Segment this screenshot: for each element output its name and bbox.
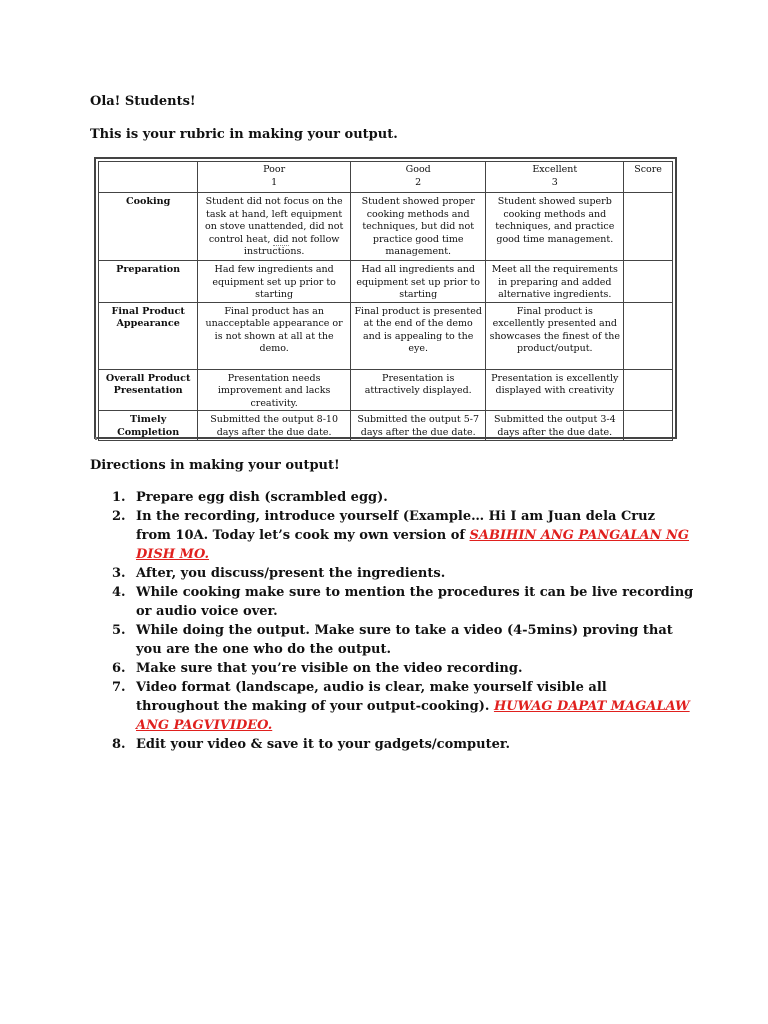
header-points: 1 (271, 176, 278, 188)
greeting-text: Ola! Students! (90, 94, 196, 109)
header-excellent (486, 162, 624, 193)
good-cell: Student showed proper cooking methods and techniques, but did not practice good time management. (350, 193, 485, 261)
header-score (624, 162, 673, 193)
warning-text: HUWAG DAPAT MAGALAW ANG PAGVIVIDEO. (136, 699, 690, 733)
header-label: Poor (263, 164, 286, 175)
poor-cell: Had few ingredients and equipment set up prior to starting (198, 261, 351, 303)
step-number: 8. (112, 737, 126, 752)
step-number: 4. (112, 585, 126, 600)
criterion-cell: Overall Product Presentation (99, 369, 198, 411)
criterion-cell: Final Product Appearance (99, 302, 198, 369)
list-item (94, 507, 694, 564)
step-number: 6. (112, 661, 126, 676)
step-number: 5. (112, 623, 126, 638)
header-good (350, 162, 485, 193)
good-cell: Presentation is attractively displayed. (350, 369, 485, 411)
header-label: Good (405, 164, 431, 175)
excellent-cell: Presentation is excellently displayed with creativity (486, 369, 624, 411)
good-cell: Final product is presented at the end of the demo and is appealing to the eye. (350, 302, 485, 369)
step-number: 7. (112, 680, 126, 695)
step-text: Make sure that you’re visible on the video recording. (136, 661, 523, 676)
header-label: Excellent (532, 164, 578, 175)
good-cell: Had all ingredients and equipment set up prior to starting (350, 261, 485, 303)
criterion-cell: Preparation (99, 261, 198, 303)
poor-cell: Presentation needs improvement and lacks creativity. (198, 369, 351, 411)
dish-name-placeholder: SABIHIN ANG PANGALAN NG DISH MO. (136, 528, 690, 562)
directions-list (94, 488, 694, 754)
score-cell (624, 411, 673, 441)
step-number: 2. (112, 509, 126, 524)
score-cell (624, 369, 673, 411)
list-item (94, 583, 694, 621)
list-item (94, 564, 694, 583)
poor-cell: Submitted the output 8-10 days after the due date. (198, 411, 351, 441)
header-blank (99, 162, 198, 193)
excellent-cell: Submitted the output 3-4 days after the due date. (486, 411, 624, 441)
header-points: 2 (415, 176, 422, 188)
list-item (94, 621, 694, 659)
rubric-table (94, 157, 677, 439)
table-marker (95, 437, 97, 440)
score-cell (624, 302, 673, 369)
step-text: Prepare egg dish (scrambled egg). (136, 490, 388, 505)
list-item (94, 735, 694, 754)
list-item (94, 659, 694, 678)
rubric-row-cooking (99, 193, 673, 261)
poor-cell: Final product has an unacceptable appearance or is not shown at all at the demo. (198, 302, 351, 369)
list-item (94, 488, 694, 507)
rubric-row-preparation (99, 261, 673, 303)
rubric-intro: This is your rubric in making your output. (90, 127, 398, 142)
rubric-row-timely (99, 411, 673, 441)
step-number: 1. (112, 490, 126, 505)
step-number: 3. (112, 566, 126, 581)
step-text: In the recording, introduce yourself (Example… Hi I am Juan dela Cruz from 10A. Today let’s cook my own version of (136, 509, 655, 543)
directions-title: Directions in making your output! (90, 458, 340, 473)
criterion-cell: Timely Completion (99, 411, 198, 441)
step-text: Edit your video & save it to your gadgets/computer. (136, 737, 511, 752)
list-item (94, 678, 694, 735)
rubric-row-appearance (99, 302, 673, 369)
excellent-cell: Student showed superb cooking methods and techniques, and practice good time management. (486, 193, 624, 261)
score-cell (624, 193, 673, 261)
score-cell (624, 261, 673, 303)
header-points: 3 (551, 176, 558, 188)
step-text: Video format (landscape, audio is clear, make yourself visible all throughout the making of your output-cooking). (136, 680, 607, 714)
rubric-header-row (99, 162, 673, 193)
header-label: Score (634, 164, 662, 175)
step-text: After, you discuss/present the ingredients. (136, 566, 446, 581)
header-poor (198, 162, 351, 193)
step-text: While doing the output. Make sure to take a video (4-5mins) proving that you are the one who do the output. (136, 623, 673, 657)
excellent-cell: Final product is excellently presented and showcases the finest of the product/output. (486, 302, 624, 369)
criterion-cell: Cooking (99, 193, 198, 261)
step-text: While cooking make sure to mention the procedures it can be live recording or audio voice over. (136, 585, 694, 619)
excellent-cell: Meet all the requirements in preparing and added alternative ingredients. (486, 261, 624, 303)
good-cell: Submitted the output 5-7 days after the due date. (350, 411, 485, 441)
poor-cell: Student did not focus on the task at hand, left equipment on stove unattended, did not control heat, did not follow instructions. (198, 193, 351, 261)
rubric-row-presentation (99, 369, 673, 411)
